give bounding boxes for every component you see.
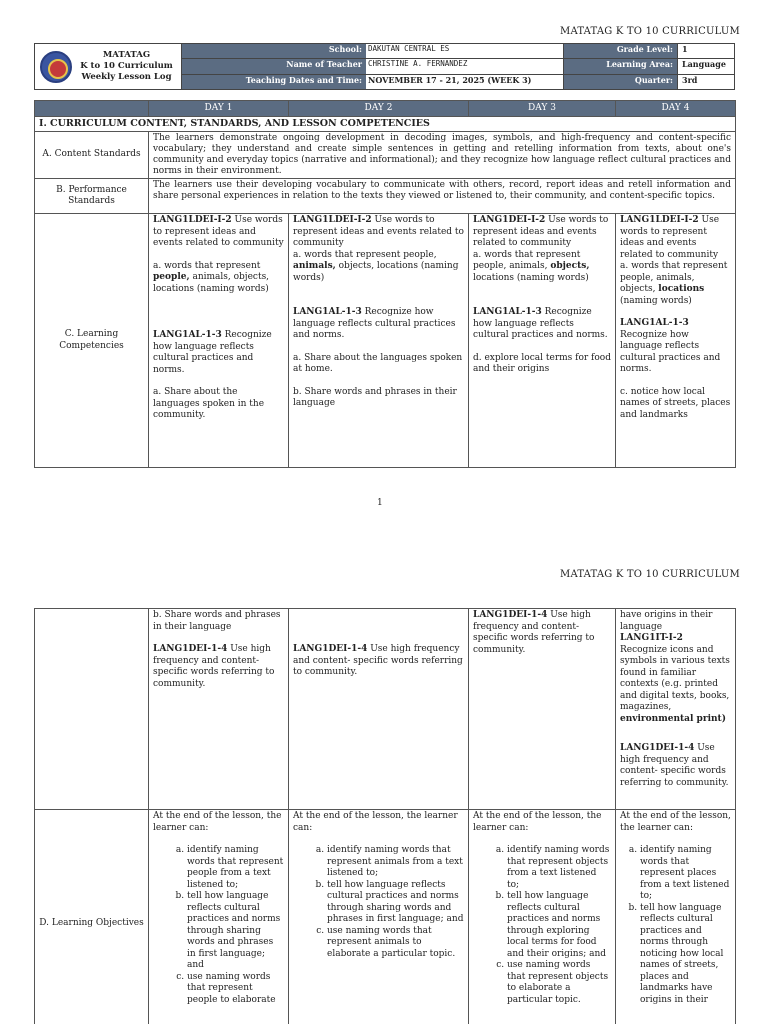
code: LANG1AL-1-3: [293, 307, 362, 317]
list-item: c. use naming words that represent people to elaborate: [187, 972, 284, 1007]
list-item: a. identify naming words that represent animals from a text listened to;: [327, 845, 464, 880]
list-item: b. tell how language reflects cultural practices and norms through noticing how local names of streets, places and landmarks have origins in their: [640, 903, 731, 1007]
list-item: b. tell how language reflects cultural practices and norms through sharing words and phrases in first language; and: [187, 891, 284, 972]
competencies-day4: [616, 214, 736, 468]
code: LANG1DEI-1-4: [620, 743, 695, 753]
logo-line-2: K to 10 Curriculum: [80, 61, 173, 71]
text: Use high frequency and content- specific words referring to community.: [153, 644, 275, 689]
objectives-list: [153, 845, 284, 1006]
text: Recognize icons and symbols in various texts found in familiar contexts (e.g. printed and digital texts, books, magazines,: [620, 644, 730, 712]
teacher-value: CHRISTINE A. FERNANDEZ: [366, 59, 564, 73]
objectives-day1: [149, 810, 289, 1024]
text: have origins in their language: [620, 610, 713, 632]
lesson-table-page2: [34, 608, 736, 1024]
text: Use words to represent ideas and events related to community: [293, 215, 464, 248]
code: LANG1LDEI-I-2: [293, 215, 372, 225]
text: objects, locations (naming words): [293, 261, 459, 283]
list-item: a. identify naming words that represent people from a text listened to;: [187, 845, 284, 891]
code: LANG1DEI-1-4: [293, 644, 368, 654]
continued-day1: [149, 609, 289, 810]
info-row-school: [182, 44, 734, 59]
continued-day4: [616, 609, 736, 810]
day2-header: DAY 2: [289, 101, 469, 117]
code: LANG1LDEI-I-2: [153, 215, 232, 225]
text: a. words that represent people, animals,: [473, 249, 581, 271]
quarter-value: 3rd: [682, 74, 698, 85]
content-standards-label: A. Content Standards: [35, 132, 149, 179]
bold-word: people,: [153, 272, 190, 282]
list-item: b. tell how language reflects cultural practices and norms through exploring local terms for food and their origins; and: [507, 891, 611, 960]
text: a. Share about the languages spoken at home.: [293, 352, 463, 374]
text: animals, objects, locations (naming words): [153, 272, 270, 294]
curriculum-header: MATATAG K TO 10 CURRICULUM: [560, 26, 740, 37]
day3-header: DAY 3: [469, 101, 616, 117]
info-table: [34, 43, 735, 90]
info-row-dates: [182, 75, 734, 89]
logo-box: [35, 44, 182, 89]
competencies-day3: [469, 214, 616, 468]
code: LANG1AL-1-3: [620, 318, 689, 328]
bold-word: animals,: [293, 261, 336, 271]
performance-standards-text: The learners use their developing vocabulary to communicate with others, record, report ideas and retell information and share personal experiences in relation to the texts they viewed or listened to, their community, and content-specific topics.: [149, 179, 736, 214]
learning-objectives-label: D. Learning Objectives: [35, 810, 149, 1024]
continued-day3: [469, 609, 616, 810]
text: Use words to represent ideas and events related to community: [153, 215, 284, 248]
list-item: c. use naming words that represent objects to elaborate a particular topic.: [507, 960, 611, 1006]
text: At the end of the lesson, the learner can:: [620, 811, 731, 833]
text: locations (naming words): [473, 272, 589, 283]
content-standards-text: The learners demonstrate ongoing development in decoding images, symbols, and high-frequency and content-specific vocabulary; they understand and create simple sentences in getting and retelling information from texts, about one's community and everyday topics (narrative and informational); and they recognize how language reflect cultural practices and norms in their environment.: [149, 132, 736, 179]
text: a. words that represent people, animals, objects,: [620, 261, 728, 294]
text: a. words that represent people,: [293, 249, 437, 260]
objectives-list: [620, 845, 731, 1006]
code: LANG1DEI-I-2: [473, 215, 546, 225]
section-1-heading: I. CURRICULUM CONTENT, STANDARDS, AND LESSON COMPETENCIES: [35, 117, 736, 132]
learning-competencies-label: C. Learning Competencies: [35, 214, 149, 468]
curriculum-header-page2: MATATAG K TO 10 CURRICULUM: [560, 569, 740, 580]
text: b. Share words and phrases in their language: [153, 610, 281, 632]
quarter-label: Quarter:: [564, 75, 678, 89]
objectives-list: [473, 845, 611, 1006]
text: a. Share about the languages spoken in the community.: [153, 387, 265, 420]
list-item: c. use naming words that represent animals to elaborate a particular topic.: [327, 926, 464, 961]
objectives-day4: [616, 810, 736, 1024]
objectives-day2: [289, 810, 469, 1024]
text: Recognize how language reflects cultural practices and norms.: [473, 307, 608, 340]
text: Recognize how language reflects cultural practices and norms.: [620, 329, 721, 374]
text: (naming words): [620, 295, 692, 306]
continued-label-cell: [35, 609, 149, 810]
code: LANG1IT-I-2: [620, 633, 683, 643]
objectives-day3: [469, 810, 616, 1024]
code: LANG1AL-1-3: [473, 307, 542, 317]
dates-value: NOVEMBER 17 - 21, 2025 (WEEK 3): [366, 75, 564, 89]
day1-header: DAY 1: [149, 101, 289, 117]
lesson-table-page1: [34, 100, 736, 468]
grade-value: 1: [682, 44, 688, 54]
code: LANG1LDEI-I-2: [620, 215, 699, 225]
code: LANG1AL-1-3: [153, 330, 222, 340]
text: Use words to represent ideas and events related to community: [620, 215, 720, 260]
competencies-day1: [149, 214, 289, 468]
area-value: Language: [682, 59, 726, 70]
bold-word: objects,: [550, 261, 590, 271]
text: At the end of the lesson, the learner can:: [153, 811, 282, 833]
competencies-day2: [289, 214, 469, 468]
performance-standards-label: B. Performance Standards: [35, 179, 149, 214]
text: c. notice how local names of streets, places and landmarks: [620, 386, 731, 420]
deped-seal-icon: [40, 51, 72, 83]
logo-line-3: Weekly Lesson Log: [81, 72, 172, 82]
area-label: Learning Area:: [564, 59, 678, 73]
text: Recognize how language reflects cultural practices and norms.: [153, 330, 272, 375]
school-value: DAKUTAN CENTRAL ES: [366, 44, 564, 58]
day4-header: DAY 4: [616, 101, 736, 117]
text: At the end of the lesson, the learner can:: [473, 811, 602, 833]
text: Use high frequency and content- specific words referring to community.: [620, 743, 729, 788]
code: LANG1DEI-1-4: [153, 644, 228, 654]
objectives-list: [293, 845, 464, 960]
text: Use high frequency and content- specific words referring to community.: [473, 610, 595, 655]
continued-day2: [289, 609, 469, 810]
dates-label: Teaching Dates and Time:: [182, 75, 366, 89]
text: Use high frequency and content- specific words referring to community.: [293, 644, 463, 677]
grade-label: Grade Level:: [564, 44, 678, 58]
teacher-label: Name of Teacher: [182, 59, 366, 73]
school-label: School:: [182, 44, 366, 58]
list-item: b. tell how language reflects cultural practices and norms through sharing words and phrases in first language; and: [327, 880, 464, 926]
text: b. Share words and phrases in their language: [293, 386, 457, 408]
text: d. explore local terms for food and their origins: [473, 352, 611, 374]
bold-word: environmental print): [620, 713, 726, 724]
logo-line-1: MATATAG: [102, 50, 151, 60]
info-row-teacher: [182, 59, 734, 74]
list-item: a. identify naming words that represent places from a text listened to;: [640, 845, 731, 903]
bold-word: locations: [658, 284, 705, 294]
corner-cell: [35, 101, 149, 117]
text: At the end of the lesson, the learner can:: [293, 811, 458, 833]
list-item: a. identify naming words that represent objects from a text listened to;: [507, 845, 611, 891]
text: Recognize how language reflects cultural practices and norms.: [293, 307, 456, 340]
logo-text: [72, 50, 181, 83]
page-number: 1: [377, 498, 383, 508]
text: a. words that represent: [153, 260, 261, 271]
text: Use words to represent ideas and events related to community: [473, 215, 609, 248]
code: LANG1DEI-1-4: [473, 610, 548, 620]
